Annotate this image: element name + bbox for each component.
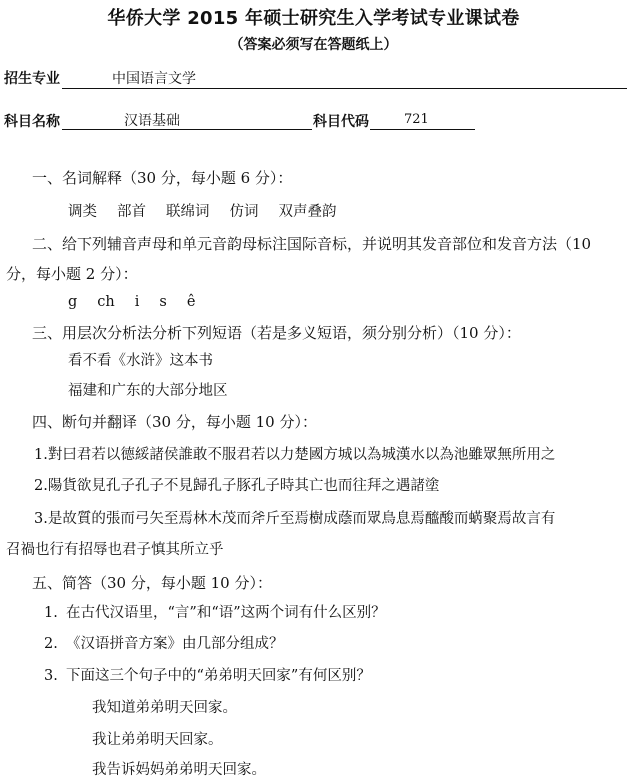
q5-example-sentence: 我知道弟弟明天回家。 [92, 700, 237, 716]
phonetic-symbol: ê [186, 294, 196, 310]
q3-item: 福建和广东的大部分地区 [68, 383, 228, 399]
term-item: 仿词 [229, 204, 259, 220]
q5-item [44, 601, 386, 622]
q5-item-text: 下面这三个句子中的“弟弟明天回家”有何区别？ [66, 668, 371, 684]
term-item: 部首 [117, 204, 146, 220]
q5-item [44, 664, 371, 685]
q5-item-number: 1. [44, 605, 58, 621]
q2-heading-line1: 二、给下列辅音声母和单元音韵母标注国际音标，并说明其发音部位和发音方法（10 [32, 235, 592, 253]
term-item: 调类 [68, 204, 97, 220]
q5-example-sentence: 我让弟弟明天回家。 [92, 732, 223, 748]
q4-heading: 四、断句并翻译（30 分，每小题 10 分）： [32, 413, 317, 431]
code-underline [370, 129, 475, 130]
major-value: 中国语言文学 [112, 71, 196, 87]
q4-item: 1.對曰君若以德綏諸侯誰敢不服君若以力楚國方城以為城漢水以為池雖眾無所用之 [34, 447, 556, 463]
phonetic-symbol: i [134, 294, 140, 310]
q5-heading: 五、简答（30 分，每小题 10 分）： [32, 574, 272, 592]
q4-item-continued: 召禍也行有招辱也君子慎其所立乎 [6, 542, 224, 558]
q2-heading-line2: 分，每小题 2 分）： [6, 265, 138, 283]
q2-symbols [68, 294, 215, 310]
phonetic-symbol: s [159, 294, 167, 310]
term-item: 双声叠韵 [278, 204, 337, 220]
subject-label: 科目名称 [4, 114, 60, 130]
phonetic-symbol: ch [97, 294, 115, 310]
phonetic-symbol: g [68, 294, 78, 310]
major-underline [62, 88, 627, 89]
q1-heading: 一、名词解释（30 分，每小题 6 分）： [32, 169, 293, 187]
q4-item: 3.是故質的張而弓矢至焉林木茂而斧斤至焉樹成蔭而眾鳥息焉醯酸而蜹聚焉故言有 [34, 511, 556, 527]
term-item: 联绵词 [166, 204, 210, 220]
subject-value: 汉语基础 [124, 113, 180, 129]
q5-example-sentence: 我告诉妈妈弟弟明天回家。 [92, 762, 266, 778]
page-title: 华侨大学 2015 年硕士研究生入学考试专业课试卷 [107, 8, 520, 29]
subject-underline [62, 129, 312, 130]
q5-item-text: 《汉语拼音方案》由几部分组成？ [66, 636, 284, 652]
q3-item: 看不看《水浒》这本书 [68, 353, 213, 369]
page-subtitle: （答案必须写在答题纸上） [229, 37, 398, 53]
code-value: 721 [404, 112, 429, 127]
q5-item-number: 2. [44, 636, 58, 652]
q5-item-text: 在古代汉语里，“言”和“语”这两个词有什么区别？ [66, 605, 386, 621]
q3-heading: 三、用层次分析法分析下列短语（若是多义短语，须分别分析）（10 分）： [32, 324, 521, 342]
code-label: 科目代码 [313, 114, 369, 130]
q5-item-number: 3. [44, 668, 58, 684]
q5-item [44, 632, 284, 653]
q4-item: 2.陽貨欲見孔子孔子不見歸孔子豚孔子時其亡也而往拜之遇諸塗 [34, 478, 440, 494]
major-label: 招生专业 [4, 71, 60, 87]
q1-terms [68, 200, 357, 221]
